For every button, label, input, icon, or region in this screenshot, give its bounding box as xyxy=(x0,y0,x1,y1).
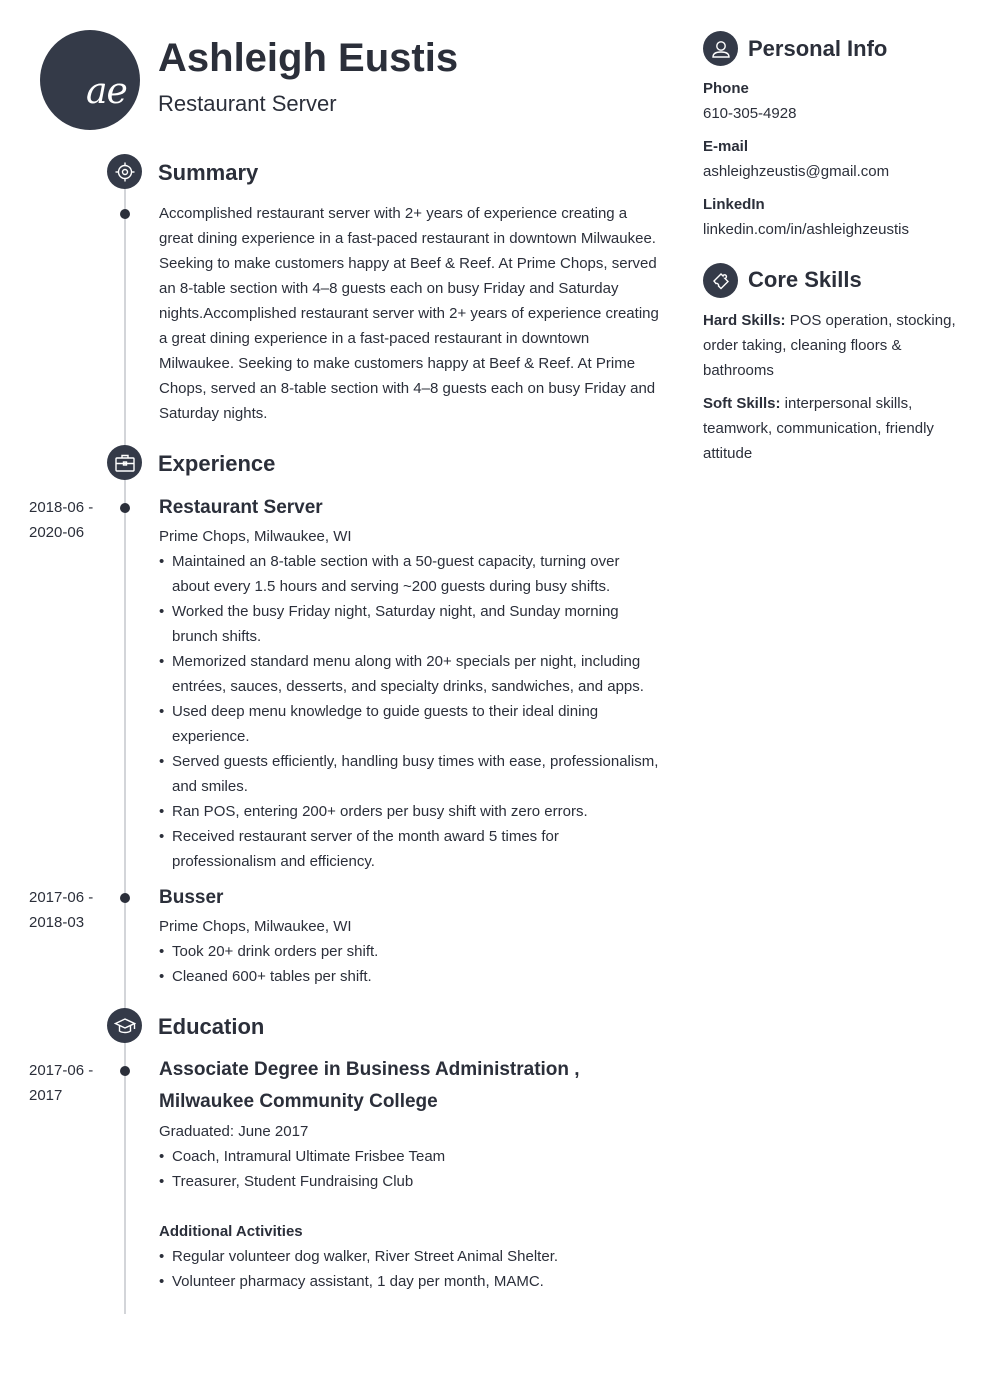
timeline-dot xyxy=(120,209,130,219)
education-bullet: • Treasurer, Student Fundraising Club xyxy=(159,1169,661,1194)
hard-skills-value: POS operation, stocking, order taking, cleaning floors & bathrooms xyxy=(703,312,956,379)
job-date xyxy=(29,495,109,545)
job-bullet-list xyxy=(159,939,661,989)
degree-line: Associate Degree in Business Administration , xyxy=(159,1059,580,1080)
linkedin-label: LinkedIn xyxy=(703,196,765,213)
user-icon xyxy=(703,31,738,66)
summary-heading: Summary xyxy=(158,160,259,185)
job-date-end: 2020-06 xyxy=(29,524,85,541)
experience-heading: Experience xyxy=(158,451,276,476)
job-bullet: • Served guests efficiently, handling busy times with ease, professionalism, and smiles. xyxy=(159,749,661,799)
job-bullet: • Cleaned 600+ tables per shift. xyxy=(159,964,661,989)
job-bullet: • Maintained an 8-table section with a 50-guest capacity, turning over about every 1.5 hours and serving ~200 guests during busy shifts. xyxy=(159,549,661,599)
school-line: Milwaukee Community College xyxy=(159,1091,438,1112)
hard-skills-label: Hard Skills: xyxy=(703,312,786,329)
job-bullet: • Received restaurant server of the month award 5 times for professionalism and efficiency. xyxy=(159,824,661,874)
activity-bullet: • Volunteer pharmacy assistant, 1 day per month, MAMC. xyxy=(159,1269,661,1294)
timeline-line xyxy=(124,172,126,1314)
activities-bullet-list xyxy=(159,1244,661,1294)
education-bullet: • Coach, Intramural Ultimate Frisbee Team xyxy=(159,1144,661,1169)
additional-activities-heading: Additional Activities xyxy=(159,1223,303,1240)
job-date-start: 2017-06 - xyxy=(29,889,94,906)
job-company: Prime Chops, Milwaukee, WI xyxy=(159,528,352,545)
phone-value: 610-305-4928 xyxy=(703,105,797,122)
job-bullet-list xyxy=(159,549,661,874)
timeline-dot xyxy=(120,1066,130,1076)
candidate-name: Ashleigh Eustis xyxy=(158,36,459,80)
summary-text: Accomplished restaurant server with 2+ years of experience creating a great dining experience in a fast-paced restaurant in downtown Milwaukee. Seeking to make customers happy at Beef & Reef. At Prime Chops, served an 8-table section with 4–8 guests each on busy Friday and Saturday nights.Accomplished restaurant server with 2+ years of experience creating a great dining experience in a fast-paced restaurant in downtown Milwaukee. Seeking to make customers happy at Beef & Reef. At Prime Chops, served an 8-table section with 4–8 guests each on busy Friday and Saturday nights. xyxy=(159,205,659,422)
job-bullet: • Used deep menu knowledge to guide guests to their ideal dining experience. xyxy=(159,699,661,749)
graduated-date: Graduated: June 2017 xyxy=(159,1123,309,1140)
job-title: Busser xyxy=(159,887,224,908)
education-date-end: 2017 xyxy=(29,1087,63,1104)
job-company: Prime Chops, Milwaukee, WI xyxy=(159,918,352,935)
timeline-dot xyxy=(120,893,130,903)
education-date xyxy=(29,1058,109,1108)
briefcase-icon xyxy=(107,445,142,480)
education-bullet-list xyxy=(159,1144,661,1194)
graduation-cap-icon xyxy=(107,1008,142,1043)
target-icon xyxy=(107,154,142,189)
job-title: Restaurant Server xyxy=(159,497,323,518)
monogram-text: ae xyxy=(86,71,127,112)
email-value[interactable]: ashleighzeustis@gmail.com xyxy=(703,163,890,180)
job-bullet: • Took 20+ drink orders per shift. xyxy=(159,939,661,964)
activity-bullet: • Regular volunteer dog walker, River Street Animal Shelter. xyxy=(159,1244,661,1269)
personal-info-heading: Personal Info xyxy=(748,36,888,61)
education-date-start: 2017-06 - xyxy=(29,1062,94,1079)
soft-skills xyxy=(703,391,965,466)
degree-title xyxy=(159,1054,659,1118)
linkedin-value[interactable]: linkedin.com/in/ashleighzeustis xyxy=(703,221,909,238)
job-bullet: • Memorized standard menu along with 20+ specials per night, including entrées, sauces, desserts, and specialty drinks, sandwiches, and apps. xyxy=(159,649,661,699)
candidate-title: Restaurant Server xyxy=(158,91,337,116)
puzzle-icon xyxy=(703,263,738,298)
education-heading: Education xyxy=(158,1014,265,1039)
soft-skills-value: interpersonal skills, teamwork, communication, friendly attitude xyxy=(703,395,934,462)
job-date xyxy=(29,885,109,935)
hard-skills xyxy=(703,308,965,383)
job-date-start: 2018-06 - xyxy=(29,499,94,516)
job-date-end: 2018-03 xyxy=(29,914,85,931)
core-skills-heading: Core Skills xyxy=(748,267,862,292)
phone-label: Phone xyxy=(703,80,749,97)
job-bullet: • Worked the busy Friday night, Saturday night, and Sunday morning brunch shifts. xyxy=(159,599,661,649)
soft-skills-label: Soft Skills: xyxy=(703,395,781,412)
job-bullet: • Ran POS, entering 200+ orders per busy shift with zero errors. xyxy=(159,799,661,824)
monogram-avatar xyxy=(40,30,140,130)
timeline-dot xyxy=(120,503,130,513)
email-label: E-mail xyxy=(703,138,749,155)
